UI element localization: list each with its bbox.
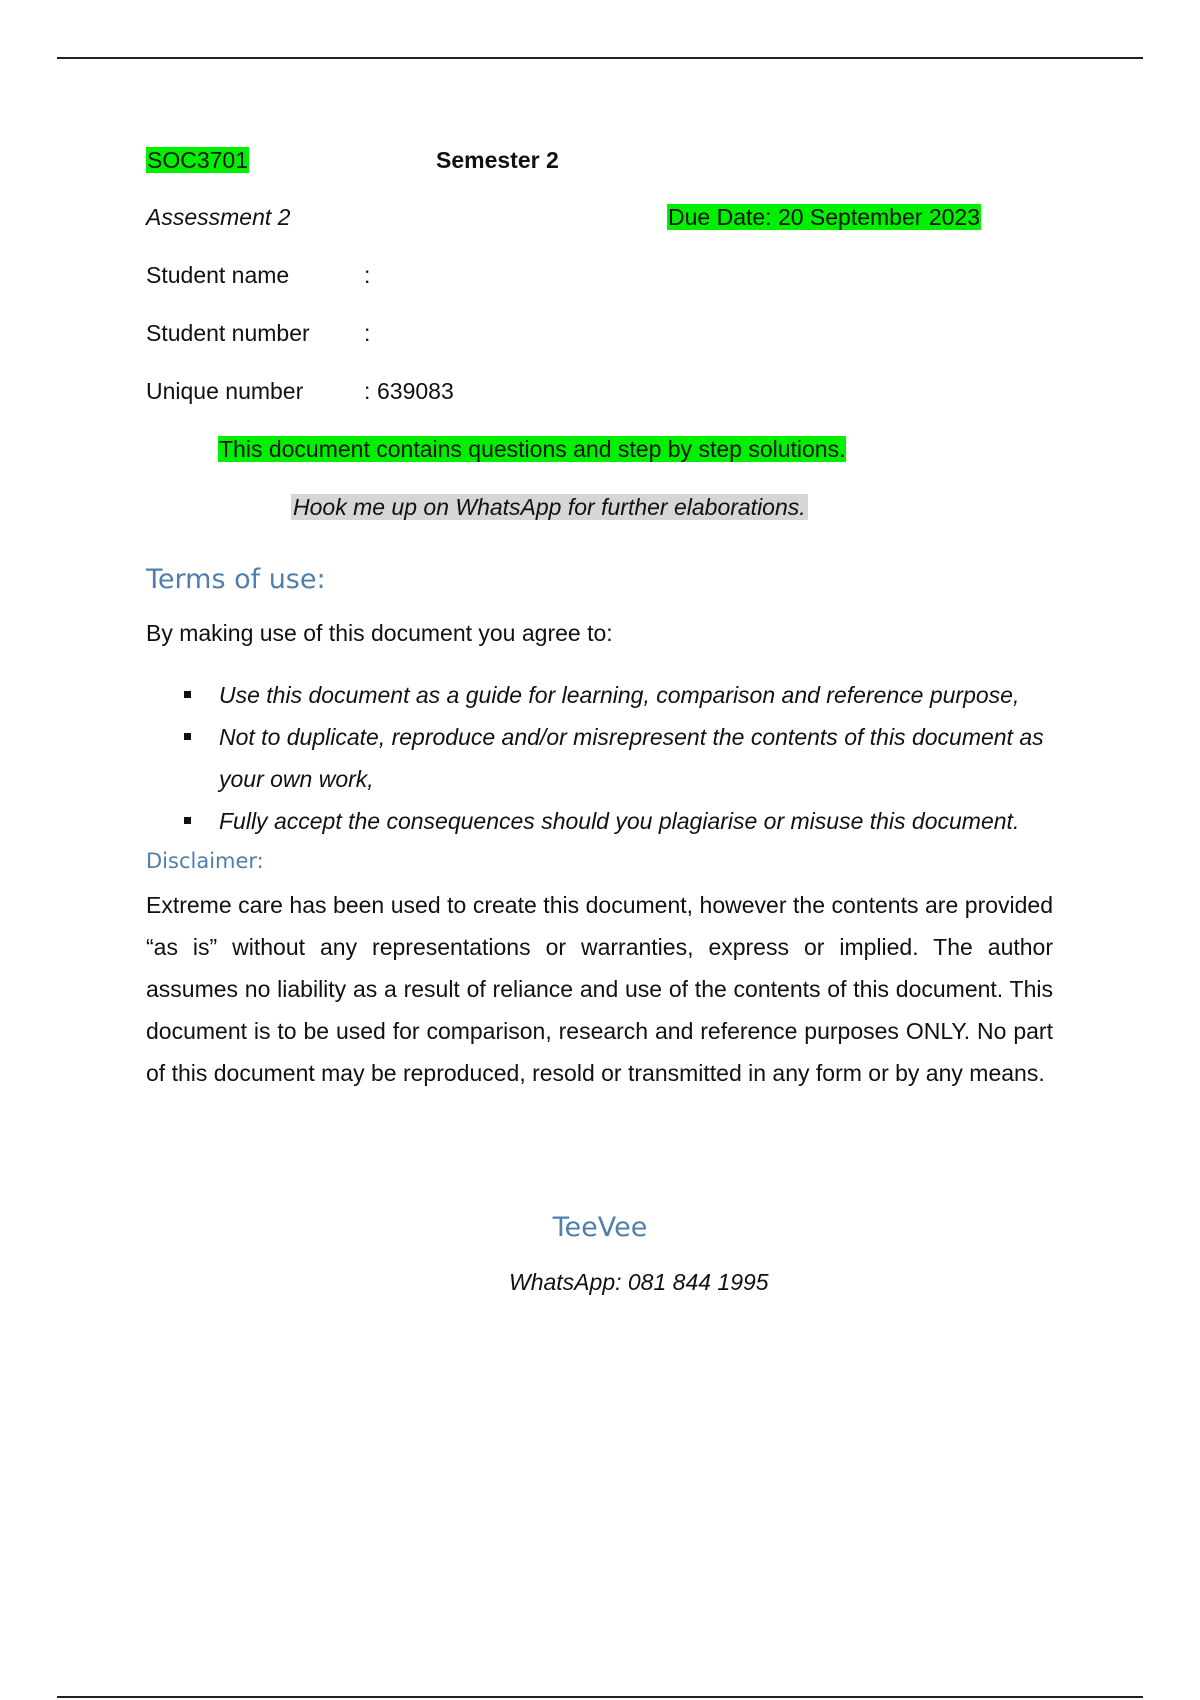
list-item-text: Not to duplicate, reproduce and/or misrepresent the contents of this document as your own work, [219,724,1044,792]
author-name: TeeVee [552,1212,648,1243]
terms-intro: By making use of this document you agree to: [146,620,613,646]
list-item-text: Use this document as a guide for learning, comparison and reference purpose, [219,682,1020,708]
footer-rule [57,1696,1143,1698]
field-label: Student name [146,262,290,288]
course-code [146,145,249,175]
square-bullet-icon [184,733,191,740]
header-rule [57,57,1143,59]
field-separator: : [364,262,371,288]
disclaimer-heading: Disclaimer: [146,849,264,873]
author-contact: WhatsApp: 081 844 1995 [509,1269,769,1295]
square-bullet-icon [184,817,191,824]
due-date [667,202,981,232]
terms-list [146,674,1056,842]
assessment-label: Assessment 2 [146,204,291,230]
list-item [146,674,1056,716]
solutions-notice-highlight: This document contains questions and step by step solutions. [219,436,846,462]
disclaimer-text: Extreme care has been used to create this document, however the contents are provided “as is” without any representations or warranties, express or implied. The author assumes no liability as a result of reliance and use of the contents of this document. This document is to be used for comparison, research and reference purposes ONLY. No part of this document may be reproduced, resold or transmitted in any form or by any means. [146,892,1053,1086]
field-value: 639083 [377,378,454,404]
course-code-highlight: SOC3701 [147,147,249,173]
solutions-notice [218,434,846,464]
field-label: Unique number [146,378,304,404]
field-separator: : [364,320,371,346]
whatsapp-note-highlight: Hook me up on WhatsApp for further elaborations. [293,494,806,520]
terms-heading: Terms of use: [146,564,326,595]
square-bullet-icon [184,691,191,698]
whatsapp-note [291,492,808,522]
list-item-text: Fully accept the consequences should you plagiarise or misuse this document. [219,808,1020,834]
field-separator: : [364,378,371,404]
due-date-highlight: Due Date: 20 September 2023 [668,204,980,230]
list-item [146,716,1056,800]
field-label: Student number [146,320,310,346]
list-item [146,800,1056,842]
semester-label: Semester 2 [436,147,559,173]
